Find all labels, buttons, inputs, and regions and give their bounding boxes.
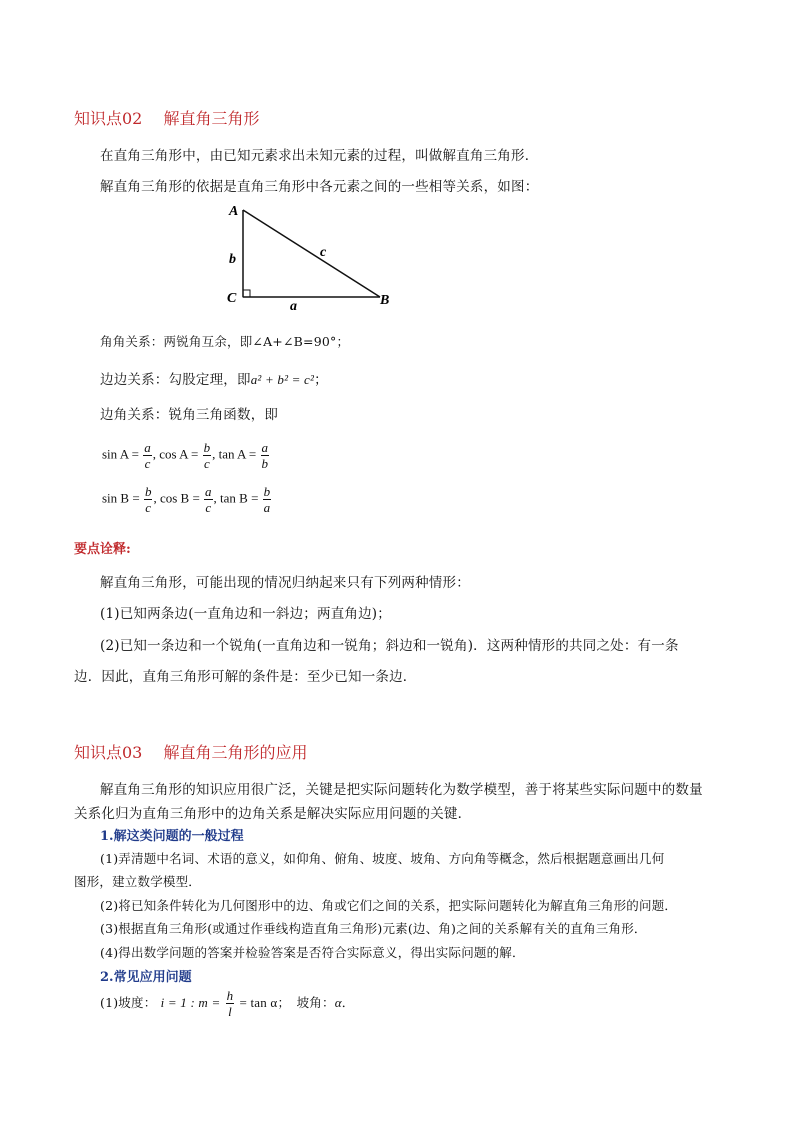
step3: (3)根据直角三角形(或通过作垂线构造直角三角形)元素(边、角)之间的关系解有关的直角三角形． xyxy=(100,921,647,936)
side-angle-relation: 边角关系：锐角三角函数，即 xyxy=(100,407,279,423)
section2-intro1: 在直角三角形中，由已知元素求出未知元素的过程，叫做解直角三角形． xyxy=(100,148,539,164)
side-c-label: c xyxy=(320,245,327,260)
subsection2-title: 2.常见应用问题 xyxy=(100,970,192,985)
vertex-C-label: C xyxy=(227,291,237,306)
side-relation: 边边关系：勾股定理，即a² + b² = c²； xyxy=(100,372,328,388)
angle-relation: 角角关系：两锐角互余，即∠A+∠B=90°； xyxy=(100,334,350,349)
section2-intro2: 解直角三角形的依据是直角三角形中各元素之间的一些相等关系，如图： xyxy=(100,179,539,195)
step4: (4)得出数学问题的答案并检验答案是否符合实际意义，得出实际问题的解． xyxy=(100,945,525,960)
note-line3a: (2)已知一条边和一个锐角(一直角边和一锐角；斜边和一锐角)．这两种情形的共同之处：有一条 xyxy=(100,638,679,654)
section3-intro-b: 关系化归为直角三角形中的边角关系是解决实际应用问题的关键． xyxy=(74,806,472,822)
vertex-B-label: B xyxy=(380,293,390,308)
slope-formula-right: = tan α xyxy=(239,995,278,1010)
vertex-A-label: A xyxy=(229,204,239,219)
right-angle-mark xyxy=(243,290,250,297)
side-c-line xyxy=(243,210,380,297)
section3-intro-a: 解直角三角形的知识应用很广泛，关键是把实际问题转化为数学模型，善于将某些实际问题中的数量 xyxy=(100,782,703,798)
note-line2: (1)已知两条边(一直角边和一斜边；两直角边)； xyxy=(100,606,391,622)
slope-line: (1)坡度： i = 1 : m = $\frac{h}{l}$ = tan α； 坡角：α． xyxy=(100,988,355,1019)
step2: (2)将已知条件转化为几何图形中的边、角或它们之间的关系，把实际问题转化为解直角三角形的问题． xyxy=(100,898,678,913)
right-triangle-figure xyxy=(224,198,396,316)
side-a-label: a xyxy=(290,299,297,314)
side-b-label: b xyxy=(229,252,236,267)
formula-row-A: sin A = $\frac{a}{c}$ , cos A = $\frac{b}{c}$ , tan A = $\frac{a}{b}$ xyxy=(102,440,269,471)
formula-row-B: sin B = $\frac{b}{c}$ , cos B = $\frac{a}{c}$ , tan B = $\frac{b}{a}$ xyxy=(102,484,271,515)
section3-heading: 知识点03 解直角三角形的应用 xyxy=(74,743,308,762)
pythagorean-formula: a² + b² = c² xyxy=(250,372,315,387)
note-title: 要点诠释: xyxy=(74,542,131,557)
section2-heading: 知识点02 解直角三角形 xyxy=(74,109,260,128)
subsection1-title: 1.解这类问题的一般过程 xyxy=(100,829,244,844)
slope-formula-left: i = 1 : m = xyxy=(160,995,221,1010)
note-line3b: 边．因此，直角三角形可解的条件是：至少已知一条边． xyxy=(74,669,417,685)
step1a: (1)弄清题中名词、术语的意义，如仰角、俯角、坡度、坡角、方向角等概念，然后根据题意画出几何 xyxy=(100,851,665,866)
step1b: 图形，建立数学模型． xyxy=(74,874,202,889)
note-line1: 解直角三角形，可能出现的情况归纳起来只有下列两种情形： xyxy=(100,575,470,591)
